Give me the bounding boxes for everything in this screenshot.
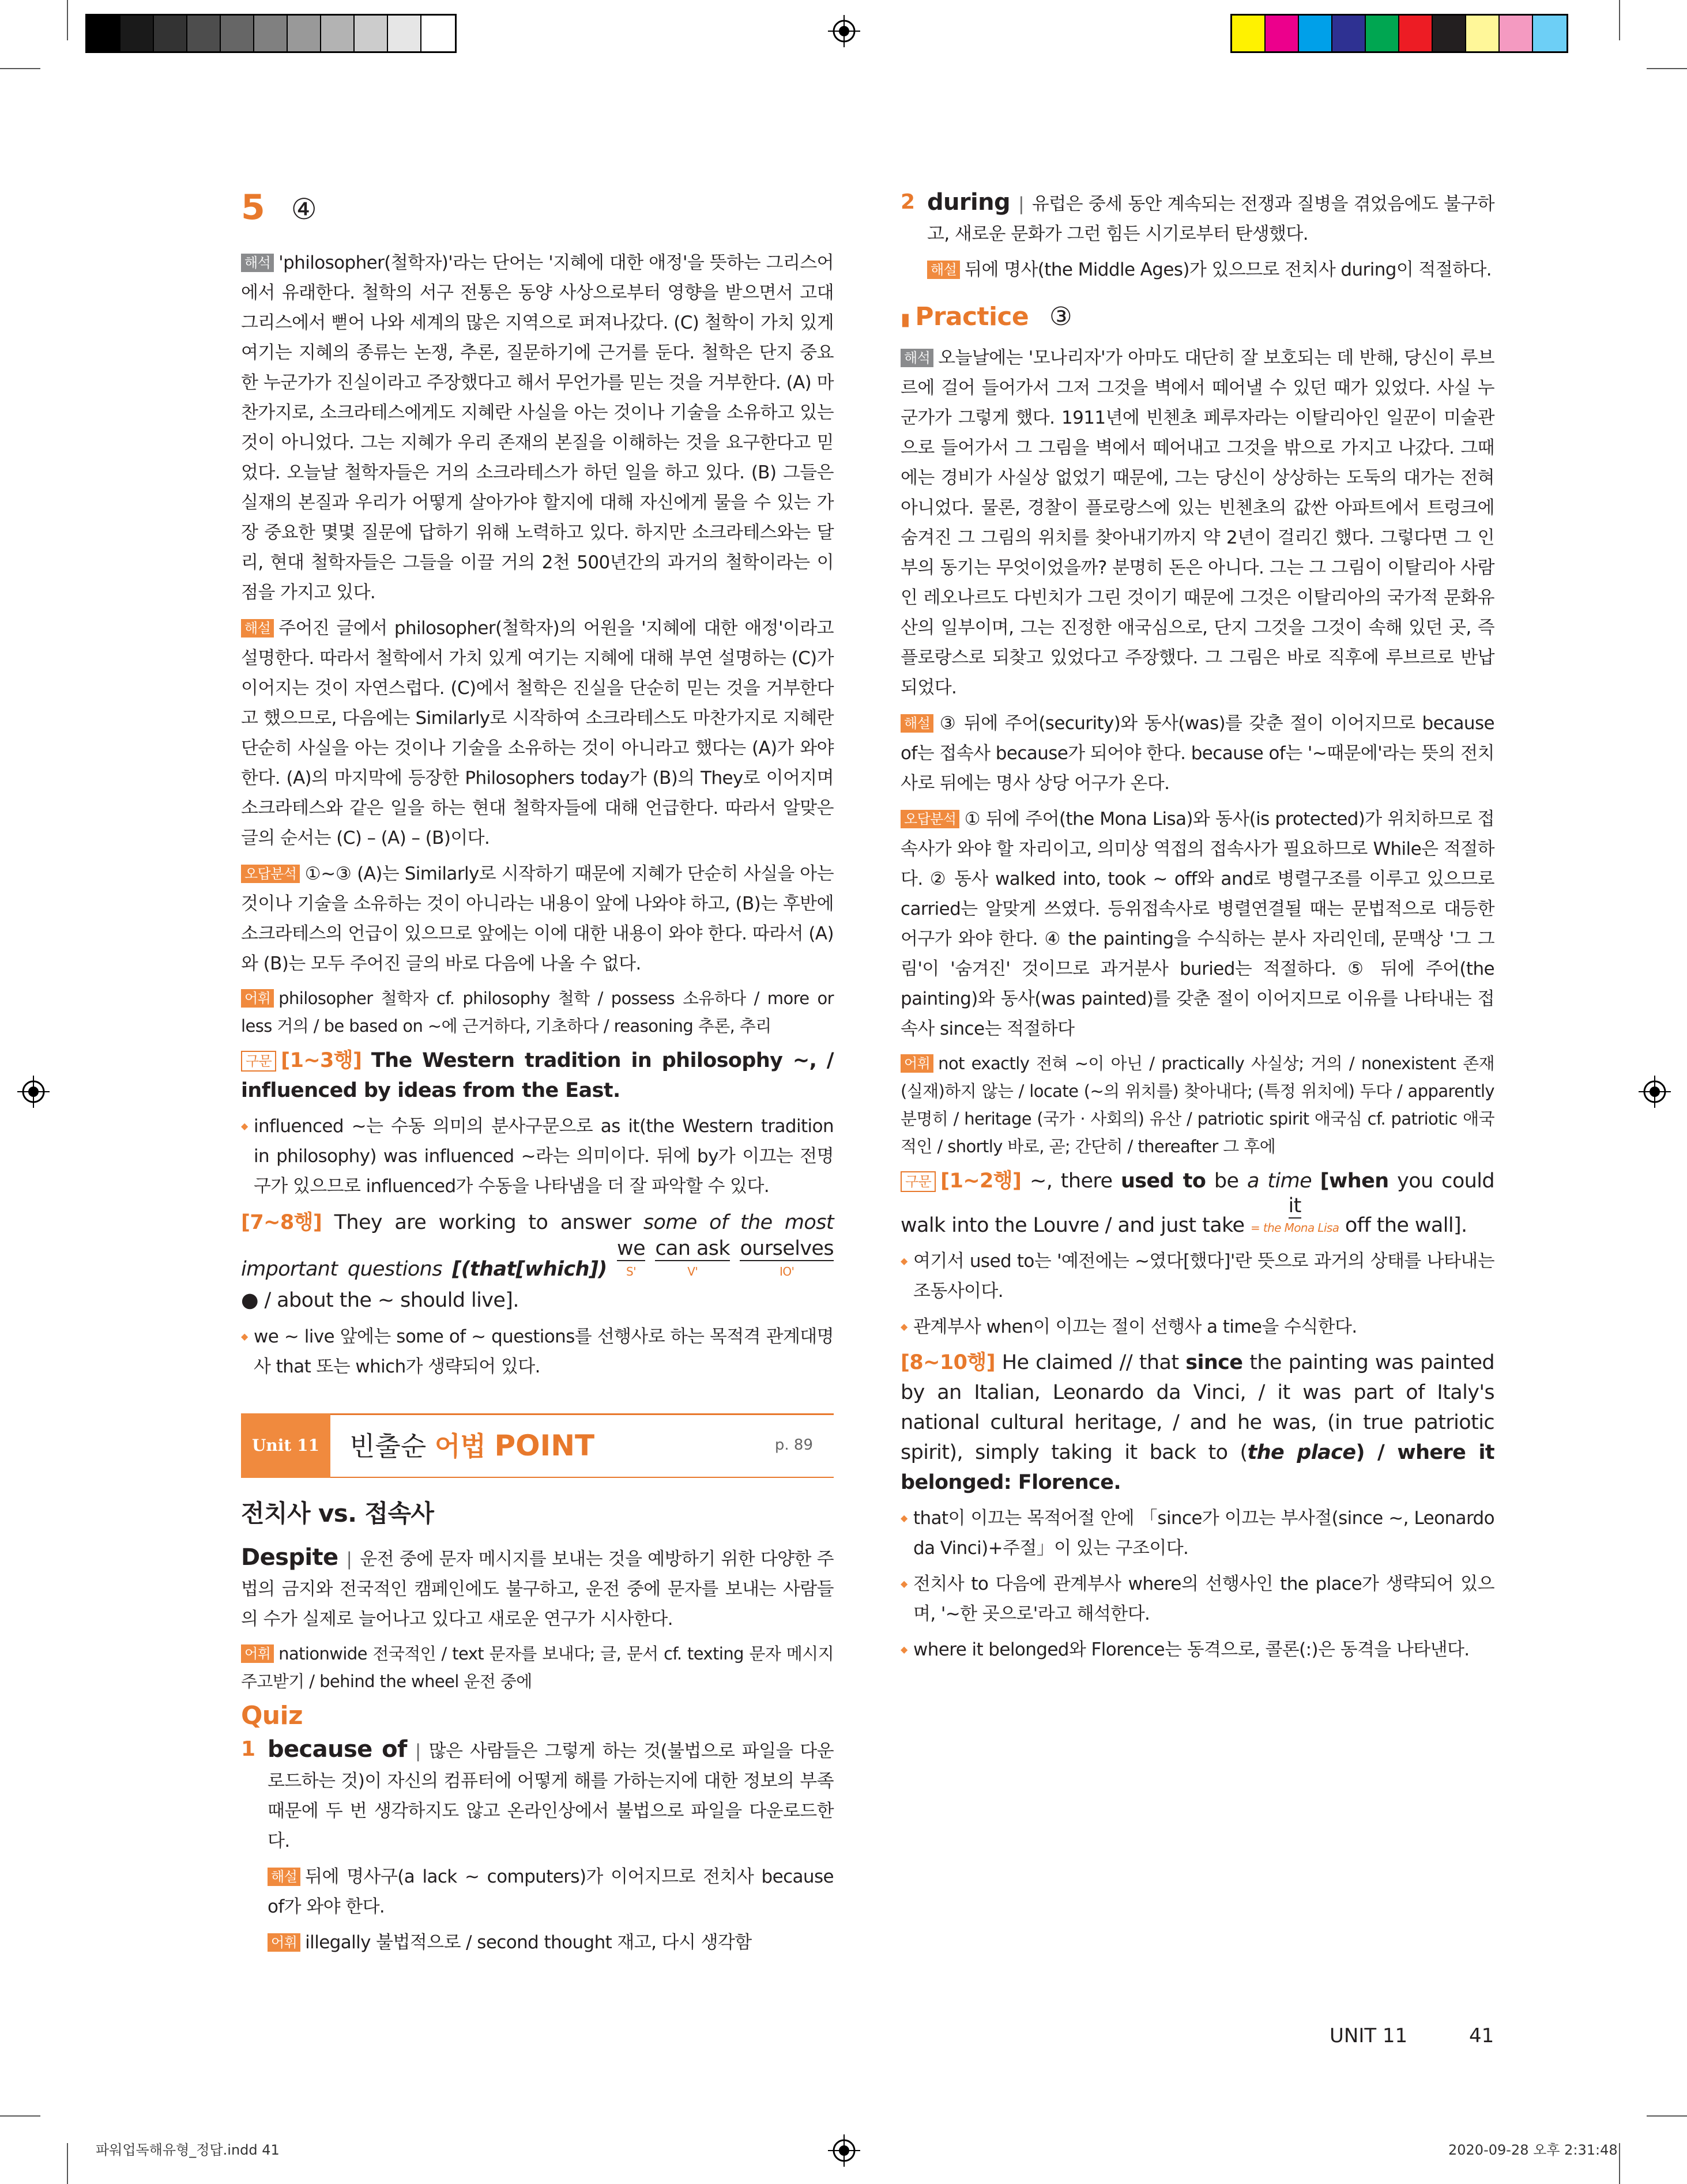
quiz-1-explanation: 해설 뒤에 명사구(a lack ~ computers)가 이어지므로 전치사 because of가 와야 한다. bbox=[268, 1866, 834, 1917]
question-number: 5 bbox=[241, 187, 265, 228]
despite-vocab: 어휘 nationwide 전국적인 / text 문자를 보내다; 글, 문서 cf. texting 문자 메시지 주고받기 / behind the wheel 운전 중에 bbox=[241, 1644, 834, 1691]
structure-r1-note-1: ◆ 여기서 used to는 '예전에는 ~였다[했다]'란 뜻으로 과거의 상태를 나타내는 조동사이다. bbox=[901, 1246, 1494, 1306]
structure-2: [7~8행] They are working to answer some of the most important questions [(that[which]) we S' can ask V' ourselves IO' ● / about the ~ should live]. bbox=[241, 1211, 834, 1312]
tag-structure: 구문 bbox=[241, 1051, 276, 1072]
unit-badge: Unit 11 bbox=[241, 1413, 330, 1478]
practice-header: ▮ Practice ③ bbox=[901, 302, 1072, 331]
structure-r1: 구문 [1~2행] ~, there used to be a time [when you could walk into the Louvre / and just take it = the Mona Lisa off the wall]. bbox=[901, 1170, 1494, 1237]
despite-item: Despite | 운전 중에 문자 메시지를 보내는 것을 예방하기 위한 다양한 주법의 금지와 전국적인 캠페인에도 불구하고, 운전 중에 문자를 보내는 사람들의 수가 실제로 늘어나고 있다고 새로운 연구가 시사한다. bbox=[241, 1544, 834, 1629]
practice-vocab: 어휘 not exactly 전혀 ~이 아닌 / practically 사실상; 거의 / nonexistent 존재(실재)하지 않는 / locate (~의 위치를) 찾아내다; (특정 위치에) 두다 / apparently 분명히 / heritage (국가 · 사회의) 유산 / patriotic spirit 애국심 cf. patriotic 애국적인 / shortly 바로, 곧; 간단히 / thereafter 그 후에 bbox=[901, 1054, 1494, 1156]
crop-mark bbox=[0, 68, 40, 69]
unit-banner bbox=[241, 1413, 834, 1478]
quiz-1: 1 because of | 많은 사람들은 그렇게 하는 것(불법으로 파일을 다운로드하는 것)이 자신의 컴퓨터에 어떻게 해를 가하는지에 대한 정보의 부족 때문에 두 번 생각하지도 않고 온라인상에서 불법으로 파일을 다운로드한다. bbox=[241, 1736, 834, 1851]
structure-1: 구문 [1~3행] The Western tradition in philosophy ~, / influenced by ideas from the East. bbox=[241, 1049, 834, 1102]
question-answer: ④ bbox=[291, 193, 317, 226]
structure-r2-note-3: ◆ where it belonged와 Florence는 동격으로, 콜론(:)은 동격을 나타낸다. bbox=[901, 1635, 1494, 1665]
unit-page-ref: p. 89 bbox=[774, 1436, 813, 1454]
right-column bbox=[901, 187, 1494, 1670]
structure-2-note: ◆ we ~ live 앞에는 some of ~ questions를 선행사로 하는 목적격 관계대명사 that 또는 which가 생략되어 있다. bbox=[241, 1322, 834, 1382]
quiz-2: 2 during | 유럽은 중세 동안 계속되는 전쟁과 질병을 겪었음에도 불구하고, 새로운 문화가 그런 힘든 시기로부터 탄생했다. bbox=[901, 189, 1494, 244]
unit-title: 빈출순 어법 POINT bbox=[349, 1429, 595, 1462]
left-column bbox=[241, 248, 834, 1387]
crop-mark bbox=[0, 2115, 40, 2117]
structure-r1-note-2: ◆ 관계부사 when이 이끄는 절이 선행사 a time을 수식한다. bbox=[901, 1312, 1494, 1342]
quiz-2-explanation: 해설 뒤에 명사(the Middle Ages)가 있으므로 전치사 during이 적절하다. bbox=[901, 255, 1494, 285]
question-5-header bbox=[241, 187, 317, 228]
structure-r2-note-1: ◆ that이 이끄는 목적어절 안에 「since가 이끄는 부사절(since ~, Leonardo da Vinci)+주절」이 있는 구조이다. bbox=[901, 1503, 1494, 1563]
crop-mark bbox=[1619, 2143, 1620, 2184]
footer-page-number: 41 bbox=[1469, 2024, 1494, 2047]
q5-wrong-analysis: 오답분석 ①~③ (A)는 Similarly로 시작하기 때문에 지혜가 단순히 사실을 아는 것이나 기술을 소유하는 것이 아니라는 내용이 앞에 나와야 하고, (B)는 후반에 소크라테스의 언급이 있으므로 앞에는 이에 대한 내용이 와야 한다. 따라서 (A)와 (B)는 모두 주어진 글의 바로 다음에 나올 수 없다. bbox=[241, 863, 834, 974]
crop-mark bbox=[67, 2143, 68, 2184]
practice-marker-icon: ▮ bbox=[901, 310, 910, 330]
crop-mark bbox=[1647, 68, 1687, 69]
structure-1-note: ◆ influenced ~는 수동 의미의 분사구문으로 as it(the Western tradition in philosophy) was influenced ~라는 의미이다. 뒤에 by가 이끄는 전명구가 있으므로 influenced가 수동을 나타냄을 더 잘 파악할 수 있다. bbox=[241, 1111, 834, 1201]
structure-r2: [8~10행] He claimed // that since the painting was painted by an Italian, Leonardo da Vinci, / it was part of Italy's national cultural heritage, / and he was, (in true patriotic spirit), simply taking it back to (the place) / where it belonged: Florence. bbox=[901, 1351, 1495, 1494]
quiz-1-vocab: 어휘 illegally 불법적으로 / second thought 재고, 다시 생각함 bbox=[241, 1927, 834, 1957]
grayscale-bar bbox=[85, 14, 457, 53]
left-column-bottom bbox=[241, 1499, 834, 1963]
print-timestamp: 2020-09-28 오후 2:31:48 bbox=[1448, 2142, 1618, 2158]
structure-r2-note-2: ◆ 전치사 to 다음에 관계부사 where의 선행사인 the place가 생략되어 있으며, '~한 곳으로'라고 해석한다. bbox=[901, 1569, 1494, 1629]
registration-mark-icon bbox=[17, 1076, 50, 1108]
practice-translation: 해석 오늘날에는 '모나리자'가 아마도 대단히 잘 보호되는 데 반해, 당신이 루브르에 걸어 들어가서 그저 그것을 벽에서 떼어낼 수 있던 때가 있었다. 사실 누군가가 그렇게 했다. 1911년에 빈첸초 페루자라는 이탈리아인 일꾼이 미술관으로 들어가서 그 그림을 벽에서 떼어내고 그것을 밖으로 가지고 나갔다. 그때에는 경비가 사실상 없었기 때문에, 그는 당신이 상상하는 도둑의 대가는 전혀 아니었다. 물론, 경찰이 플로랑스에 있는 빈첸초의 값싼 아파트에서 트렁크에 숨겨진 그 그림의 위치를 찾아내기까지 약 2년이 걸리긴 했다. 그렇다면 그 인부의 동기는 무엇이었을까? 분명히 돈은 아니다. 그는 그 그림이 이탈리아 사람인 레오나르도 다빈치가 그린 것이기 때문에 그것은 이탈리아의 국가적 문화유산의 일부이며, 그는 진정한 애국심으로, 단지 그것을 그것이 속해 있던 곳, 즉 플로랑스로 되찾고 있었다고 주장했다. 그 그림은 바로 직후에 루브르로 반납되었다. bbox=[901, 348, 1494, 698]
color-bar bbox=[1230, 14, 1568, 53]
practice-wrong-analysis: 오답분석 ① 뒤에 주어(the Mona Lisa)와 동사(is protected)가 위치하므로 접속사가 와야 할 자리이고, 의미상 역접의 접속사가 필요하므로 While은 적절하다. ② 동사 walked into, took ~ off와 and로 병렬구조를 이루고 있으므로 carried는 알맞게 쓰였다. 등위접속사로 병렬연결될 때는 문법적으로 대등한 어구가 와야 한다. ④ the painting을 수식하는 분사 자리인데, 문맥상 '그 그림'이 '숨겨진' 것이므로 과거분사 buried는 적절하다. ⑤ 뒤에 주어(the painting)와 동사(was painted)를 갖춘 절이 이어지므로 이유를 나타내는 접속사 since는 적절하다 bbox=[901, 809, 1494, 1039]
quiz-title: Quiz bbox=[241, 1701, 303, 1730]
q5-explanation: 해설 주어진 글에서 philosopher(철학자)의 어원을 '지혜에 대한 애정'이라고 설명한다. 따라서 철학에서 가치 있게 여기는 지혜에 대해 부연 설명하는 (C)가 이어지는 것이 자연스럽다. (C)에서 철학은 진실을 단순히 믿는 것을 거부한다고 했으므로, 다음에는 Similarly로 시작하여 소크라테스도 마찬가지로 지혜란 단순히 사실을 아는 것이나 기술을 소유하는 것이 아니라고 했다는 (A)가 와야 한다. (A)의 마지막에 등장한 Philosophers today가 (B)의 They로 이어지며 소크라테스와 같은 일을 하는 현대 철학자들에 대해 언급한다. 따라서 알맞은 글의 순서는 (C) – (A) – (B)이다. bbox=[241, 618, 834, 848]
file-info: 파워업독해유형_정답.indd 41 bbox=[96, 2142, 280, 2158]
registration-mark-icon bbox=[828, 2134, 860, 2167]
topic-title: 전치사 vs. 접속사 bbox=[241, 1499, 434, 1527]
crop-mark bbox=[1647, 2115, 1687, 2117]
footer-unit: UNIT 11 bbox=[1330, 2024, 1408, 2047]
practice-explanation: 해설 ③ 뒤에 주어(security)와 동사(was)를 갖춘 절이 이어지므로 because of는 접속사 because가 되어야 한다. because of는 '~때문에'라는 뜻의 전치사로 뒤에는 명사 상당 어구가 온다. bbox=[901, 713, 1494, 794]
tag-translation: 해석 bbox=[241, 254, 274, 272]
q5-translation: 해석 'philosopher(철학자)'라는 단어는 '지혜에 대한 애정'을 뜻하는 그리스어에서 유래한다. 철학의 서구 전통은 동양 사상으로부터 영향을 받으면서 고대 그리스에서 뻗어 나와 세계의 많은 지역으로 퍼져나갔다. (C) 철학이 가치 있게 여기는 지혜의 종류는 논쟁, 추론, 질문하기에 근거를 둔다. 철학은 단지 중요한 누군가가 진실이라고 주장했다고 해서 무언가를 믿는 것을 거부한다. (A) 마찬가지로, 소크라테스에게도 지혜란 사실을 아는 것이나 기술을 소유하고 있는 것이 아니었다. 그는 지혜가 우리 존재의 본질을 이해하는 것을 요구한다고 믿었다. 오늘날 철학자들은 거의 소크라테스가 하던 일을 하고 있다. (B) 그들은 실재의 본질과 우리가 어떻게 살아가야 할지에 대해 자신에게 물을 수 있는 가장 중요한 몇몇 질문에 답하기 위해 노력하고 있다. 하지만 소크라테스와는 달리, 현대 철학자들은 그들을 이끌 거의 2천 500년간의 과거의 철학이라는 이점을 가지고 있다. bbox=[241, 252, 834, 603]
registration-mark-icon bbox=[828, 15, 860, 47]
crop-mark bbox=[67, 0, 68, 40]
crop-mark bbox=[1619, 0, 1620, 40]
q5-vocab: 어휘 philosopher 철학자 cf. philosophy 철학 / possess 소유하다 / more or less 거의 / be based on ~에 근거하다, 기초하다 / reasoning 추론, 추리 bbox=[241, 989, 834, 1036]
tag-explanation: 해설 bbox=[241, 619, 274, 638]
tag-wrong-analysis: 오답분석 bbox=[241, 865, 300, 883]
tag-vocab: 어휘 bbox=[241, 989, 274, 1008]
registration-mark-icon bbox=[1639, 1076, 1671, 1108]
